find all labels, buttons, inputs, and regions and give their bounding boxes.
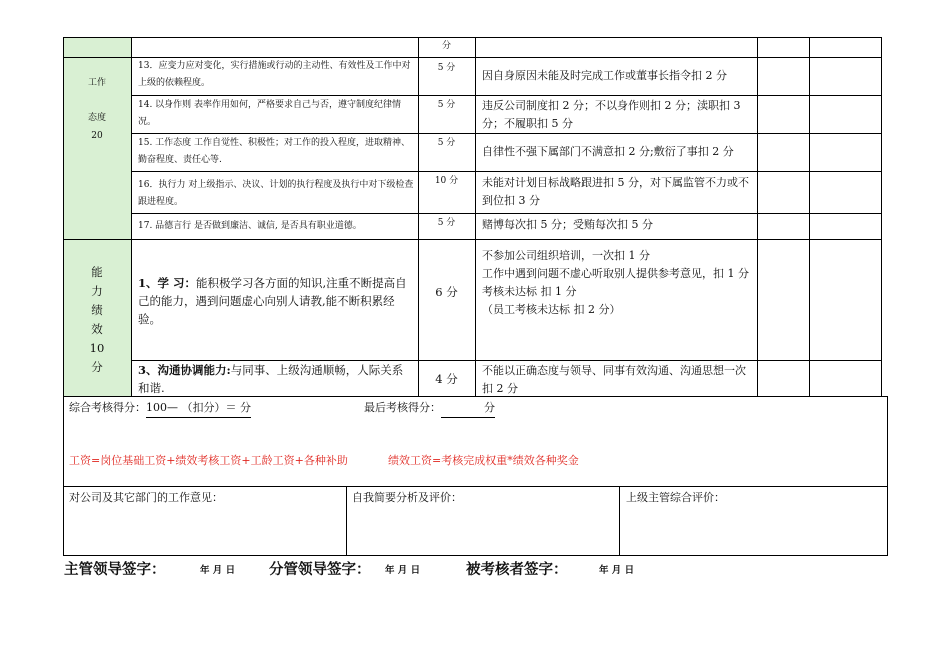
ability-communication-text (138, 361, 414, 397)
ability-learning-title: 1、学 习： (138, 276, 197, 290)
item-15-rule: 自律性不强下属部门不满意扣 2 分;敷衍了事扣 2 分 (482, 145, 734, 158)
final-score-value: 分 (441, 399, 495, 418)
item-13-score: 5 分 (437, 63, 456, 73)
item-14-score: 5 分 (437, 100, 456, 110)
total-score-formula: 100— （扣分）＝ 分 (146, 399, 251, 418)
item-17-score: 5 分 (437, 218, 456, 228)
manager-signature-label: 主管领导签字： (64, 562, 166, 578)
item-16-score: 10 分 (434, 176, 459, 186)
item-14-rule: 违反公司制度扣 2 分；不以身作则扣 2 分；渎职扣 3 分；不履职扣 5 分 (482, 99, 741, 130)
top-category-cell (63, 37, 131, 57)
top-row-score: 分 (441, 41, 451, 51)
item-15-label: 15. 工作态度 工作自觉性、积极性；对工作的投入程度，进取精神、勤奋程度、责任心等. (138, 138, 411, 165)
self-evaluation-label: 自我简要分析及评价： (352, 491, 462, 504)
ability-category-label: 能 力 绩 效 10 分 (89, 265, 105, 374)
summary-box (63, 396, 888, 556)
total-score-line (69, 399, 329, 418)
attitude-category-weight: 20 (91, 131, 103, 141)
total-score-label: 综合考核得分： (69, 401, 146, 414)
item-16-rule: 未能对计划目标战略跟进扣 5 分，对下属监管不力或不到位扣 3 分 (482, 176, 749, 207)
ability-learning-score: 6 分 (435, 285, 458, 299)
division-signature-date: 年 月 日 (385, 565, 421, 576)
item-17-label: 17. 品德言行 是否做到廉洁、诚信, 是否具有职业道德。 (138, 221, 362, 231)
superior-evaluation-label: 上级主管综合评价： (626, 491, 725, 504)
assessee-signature-date: 年 月 日 (599, 565, 635, 576)
division-signature-label: 分管领导签字： (269, 562, 371, 578)
final-score-line (364, 399, 564, 418)
ability-learning-desc: 能积极学习各方面的知识,注重不断提高自己的能力，遇到问题虚心向别人请教,能不断积累经验。 (138, 276, 407, 326)
ability-communication-title: 3、沟通协调能力: (138, 363, 231, 377)
item-15-score: 5 分 (437, 138, 456, 148)
ability-communication-rules: 不能以正确态度与领导、同事有效沟通、沟通思想一次扣 2 分 (482, 364, 746, 395)
ability-communication-score: 4 分 (435, 372, 458, 386)
salary-formula: 工资=岗位基础工资+绩效考核工资+工龄工资+各种补助 (69, 454, 348, 467)
item-16-label: 16．执行力 对上级指示、决议、计划的执行程度及执行中对下级检查跟进程度。 (138, 180, 414, 207)
item-13-rule: 因自身原因未能及时完成工作或董事长指令扣 2 分 (482, 69, 727, 82)
item-17-rule: 赌博每次扣 5 分；受贿每次扣 5 分 (482, 218, 653, 231)
final-score-label: 最后考核得分： (364, 401, 441, 414)
item-13-label: 13．应变力应对变化，实行措施或行动的主动性、有效性及工作中对上级的依赖程度。 (138, 61, 411, 88)
performance-formula: 绩效工资=考核完成权重*绩效各种奖金 (388, 454, 579, 467)
company-opinion-label: 对公司及其它部门的工作意见： (69, 491, 223, 504)
attitude-category-label-2: 态度 (87, 113, 106, 123)
item-14-label: 14. 以身作则 表率作用如何，严格要求自己与否，遵守制度纪律情况。 (138, 100, 402, 127)
assessee-signature-label: 被考核者签字： (466, 562, 568, 578)
manager-signature-date: 年 月 日 (200, 565, 236, 576)
ability-communication-desc: 与同事、上级沟通顺畅，人际关系和谐. (138, 363, 404, 395)
ability-learning-rules: 不参加公司组织培训，一次扣 1 分 工作中遇到问题不虚心听取别人提供参考意见，扣 1 分 考核未达标 扣 1 分 （员工考核未达标 扣 2 分） (482, 249, 749, 316)
ability-learning-text (138, 274, 414, 328)
attitude-category-label-1: 工作 (87, 78, 106, 88)
